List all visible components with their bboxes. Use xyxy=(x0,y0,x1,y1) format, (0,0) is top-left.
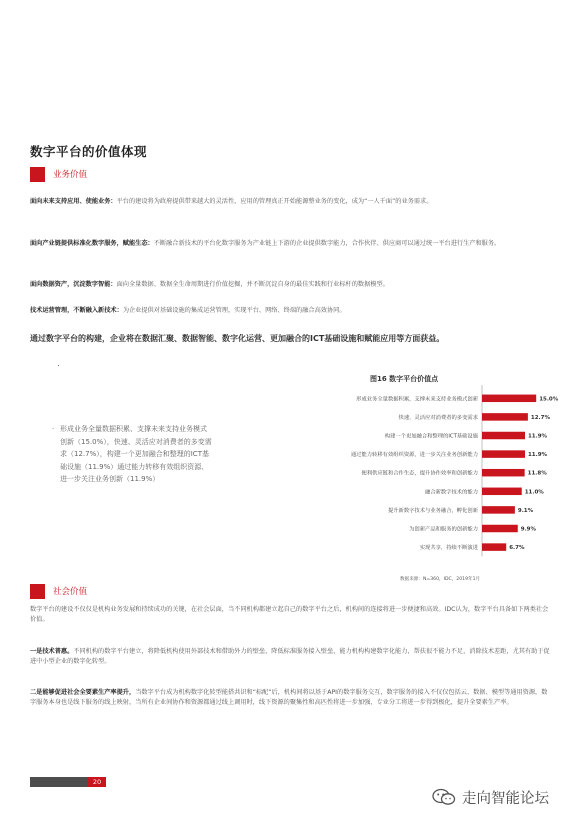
social-paragraph-2 xyxy=(30,647,552,667)
bar xyxy=(482,543,506,551)
category-label: 融合新数字技术的能力 xyxy=(425,489,478,496)
data-label: 12.7% xyxy=(530,414,550,421)
bar xyxy=(482,432,525,440)
paragraph-4-text: 为企业提供对基础设施的集成运营管理，实现平台、网络、终端的融合高效协同。 xyxy=(122,307,346,314)
bar xyxy=(482,525,518,533)
data-label: 6.7% xyxy=(509,545,525,552)
bar xyxy=(482,469,525,477)
side-note xyxy=(52,423,212,486)
side-note-text: 形成业务全量数据积累、支撑未来支持业务模式创新（15.0%），快速、灵活应对消费者的多变需求（12.7%），构建一个更加融合和整理的ICT基础设施（11.9%）通过能力转移有效组织资源、进一步关注业务创新（11.9%） xyxy=(60,425,212,483)
bar xyxy=(482,450,525,458)
paragraph-1-lead: 面向未来支持应用、使能业务： xyxy=(30,198,117,205)
category-label: 实现共享，持续不断演进 xyxy=(419,545,478,552)
data-label: 11.0% xyxy=(524,489,544,496)
bar xyxy=(482,488,522,496)
paragraph-3-lead: 面向数据资产，沉淀数字智能： xyxy=(30,281,117,288)
social-paragraph-2-lead: 一是技术普惠。 xyxy=(30,648,74,655)
category-label: 便利供应链和合作生态，提升协作效率和创新能力 xyxy=(361,470,478,477)
bar xyxy=(482,413,528,421)
data-label: 9.1% xyxy=(517,507,534,514)
paragraph-4 xyxy=(30,306,552,316)
paragraph-4-lead: 技术运营管理，不断融入新技术： xyxy=(30,307,123,314)
social-paragraph-3-lead: 二是能够促进社会全要素生产率提升， xyxy=(30,689,136,696)
section-marker-icon xyxy=(30,584,45,599)
social-paragraph-3-text: 当数字平台成为机构数字化转型能搭共识和“标配”后，机构间将以基于API的数字服务交互，数字服务的接入不仅仅包括云、数据、模型等通用资源，数字服务本身也是线下服务的线上映射，当所有企业间协作和资源都通过线上调用时，线下资源的聚集性和高匹性将进一步加强，专业分工将进一步得到极化，提升全要素生产率。 xyxy=(30,689,548,706)
social-paragraph-1-text: 数字平台的建设不仅仅是机构业务发展和持续成功的关键，在社会层面，当不同机构都建立起自己的数字平台之后，机构间的连接将进一步便捷和高效。IDC认为，数字平台具备如下两类社会价值。 xyxy=(30,606,549,623)
paragraph-2 xyxy=(30,239,552,249)
footer-bar xyxy=(30,777,88,787)
page-number: 20 xyxy=(88,777,106,787)
category-label: 通过能力转移有效组织资源，进一步关注业务创新能力 xyxy=(350,452,478,459)
data-label: 11.9% xyxy=(527,452,548,459)
section-marker-icon xyxy=(30,167,45,182)
category-label: 形成业务全量数据积累，支撑未来支持业务模式创新 xyxy=(356,396,478,403)
bar-chart xyxy=(220,385,559,555)
wechat-icon xyxy=(432,788,456,806)
bar xyxy=(482,395,536,403)
paragraph-2-text: 不断融合新技术的平台化数字服务为产业链上下游的企业提供数字能力，合作伙伴、供应商可以通过统一平台进行生产和服务。 xyxy=(153,240,501,247)
social-paragraph-2-text: 不同机构的数字平台建立，将降低机构使用外部技术和借助外力的壁垒，降低标准服务接入壁垒，能力机构构建数字化能力，帮扶很不能力不足，消除技术差距，尤其有助于促进中小型企业的数字化转型。 xyxy=(30,648,550,665)
section-title-social: 社会价值 xyxy=(53,587,88,597)
summary-text: 通过数字平台的构建，企业将在数据汇聚、数据智能、数字化运营、更加融合的ICT基础设施和赋能应用等方面获益。 xyxy=(30,334,445,343)
category-label: 快速、灵活应对消费者的多变需求 xyxy=(398,414,478,421)
paragraph-1-text: 平台的建设将为政府提供带来越大的灵活性，应用的管理真正开始能源整业务的变化，成为“一人千面”的业务需求。 xyxy=(116,198,433,205)
chart-title: 图16 数字平台价值点 xyxy=(370,375,439,383)
paragraph-3-text: 面向全量数据、数据全生命周期进行价值挖掘，并不断沉淀自身的最佳实践和行业标杆的数据模型。 xyxy=(116,281,389,288)
data-label: 11.9% xyxy=(527,433,548,440)
section-title-business: 业务价值 xyxy=(53,170,88,180)
data-label: 9.9% xyxy=(520,526,537,533)
paragraph-2-lead: 面向产业链提供标准化数字服务，赋能生态： xyxy=(30,240,154,247)
watermark-text: 走向智能论坛 xyxy=(462,791,549,807)
social-paragraph-1 xyxy=(30,605,552,625)
page-title: 数字平台的价值体现 xyxy=(30,144,148,159)
category-label: 提升新数字技术与业务融合，孵化创新 xyxy=(387,507,478,514)
category-label: 为创新产品和服务的创新能力 xyxy=(409,526,478,533)
dot-mark xyxy=(58,365,59,366)
paragraph-1 xyxy=(30,197,552,207)
chart-source: 数据来源：N=360，IDC，2019年1月 xyxy=(400,577,481,582)
paragraph-3 xyxy=(30,280,552,290)
bar xyxy=(482,506,515,514)
data-label: 11.8% xyxy=(527,470,547,477)
data-label: 15.0% xyxy=(539,396,559,403)
bullet-icon: · xyxy=(52,425,55,433)
social-paragraph-3 xyxy=(30,688,552,708)
category-label: 构建一个更加融合和整理的ICT基础设施 xyxy=(384,433,478,440)
